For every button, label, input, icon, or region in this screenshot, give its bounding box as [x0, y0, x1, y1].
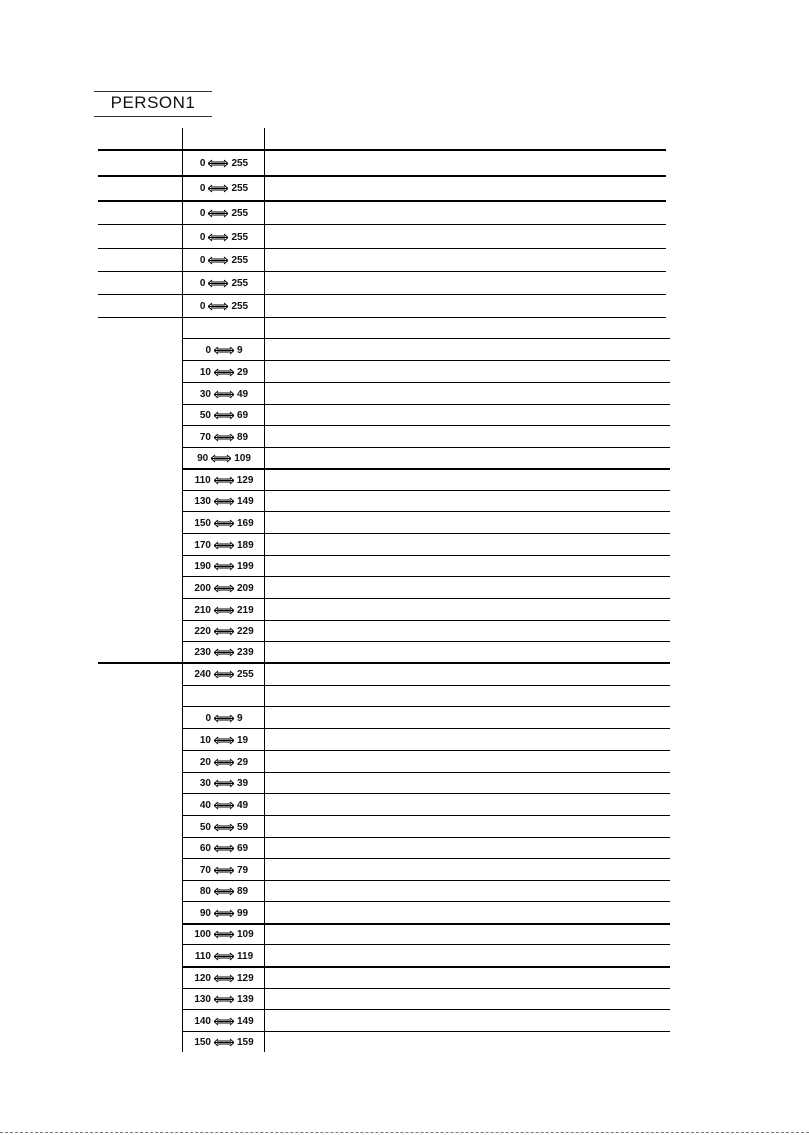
double-arrow-icon — [214, 411, 234, 420]
dmx-range-cell — [186, 666, 262, 684]
dmx-range-cell — [186, 991, 262, 1009]
range-max: 109 — [237, 929, 254, 940]
range-max: 255 — [231, 183, 249, 194]
range-min: 0 — [199, 207, 206, 219]
range-max: 29 — [237, 756, 249, 768]
row-divider — [182, 404, 670, 405]
range-min: 0 — [199, 183, 206, 194]
dmx-range-cell — [186, 904, 262, 922]
double-arrow-icon — [214, 844, 234, 853]
row-divider — [182, 641, 670, 642]
range-max: 69 — [237, 410, 249, 421]
double-arrow-icon — [214, 866, 234, 875]
range-min: 20 — [199, 756, 211, 768]
row-divider — [182, 880, 670, 881]
dmx-range-cell — [186, 558, 262, 576]
range-min: 200 — [194, 582, 211, 594]
range-min: 0 — [199, 278, 206, 289]
range-min: 60 — [199, 843, 211, 854]
range-min: 0 — [199, 231, 206, 243]
range-max: 129 — [237, 972, 254, 984]
dmx-range-cell — [186, 407, 262, 425]
double-arrow-icon — [211, 454, 231, 463]
range-min: 50 — [199, 821, 211, 833]
page-edge-divider — [0, 1132, 809, 1133]
double-arrow-icon — [214, 519, 234, 528]
dmx-range-cell — [186, 320, 262, 338]
dmx-range-cell — [186, 228, 262, 246]
double-arrow-icon — [214, 476, 234, 485]
range-min: 100 — [194, 929, 211, 940]
double-arrow-icon — [214, 606, 234, 615]
double-arrow-icon — [208, 209, 228, 218]
range-max: 69 — [237, 843, 249, 854]
range-max: 39 — [237, 778, 249, 789]
range-max: 239 — [237, 647, 254, 658]
row-divider — [182, 685, 670, 686]
row-divider — [182, 750, 670, 751]
range-min: 90 — [197, 453, 209, 464]
double-arrow-icon — [214, 433, 234, 442]
row-divider — [182, 901, 670, 902]
range-min: 70 — [199, 431, 211, 443]
dmx-range-cell — [186, 861, 262, 879]
dmx-range-cell — [186, 275, 262, 293]
double-arrow-icon — [214, 930, 234, 939]
row-divider — [182, 815, 670, 816]
range-min: 230 — [194, 647, 211, 658]
range-max: 49 — [237, 388, 249, 400]
row-divider — [98, 248, 666, 249]
double-arrow-icon — [214, 909, 234, 918]
column-divider — [182, 128, 183, 1052]
row-divider — [98, 200, 666, 202]
double-arrow-icon — [214, 584, 234, 593]
dmx-range-cell — [186, 155, 262, 173]
double-arrow-icon — [214, 648, 234, 657]
row-divider — [182, 728, 670, 729]
range-max: 139 — [237, 994, 254, 1005]
row-divider — [182, 598, 670, 599]
dmx-range-cell — [186, 731, 262, 749]
range-max: 59 — [237, 821, 249, 833]
range-min: 0 — [199, 255, 206, 266]
dmx-range-cell — [186, 840, 262, 858]
row-divider — [182, 1031, 670, 1032]
range-max: 229 — [237, 626, 254, 637]
row-divider — [182, 837, 670, 838]
row-divider — [98, 175, 666, 177]
double-arrow-icon — [214, 736, 234, 745]
range-max: 219 — [237, 604, 254, 616]
range-max: 9 — [237, 712, 243, 724]
range-max: 149 — [237, 1015, 254, 1027]
row-divider — [182, 425, 670, 426]
dmx-range-cell — [186, 688, 262, 706]
double-arrow-icon — [214, 714, 234, 723]
range-min: 220 — [194, 626, 211, 637]
range-min: 10 — [199, 734, 211, 746]
double-arrow-icon — [214, 823, 234, 832]
double-arrow-icon — [214, 887, 234, 896]
row-divider — [182, 1009, 670, 1010]
range-min: 90 — [199, 907, 211, 919]
dmx-range-cell — [186, 947, 262, 965]
row-divider — [182, 511, 670, 512]
range-max: 99 — [237, 907, 249, 919]
range-max: 255 — [237, 669, 254, 680]
dmx-range-cell — [186, 818, 262, 836]
double-arrow-icon — [214, 390, 234, 399]
double-arrow-icon — [214, 346, 234, 355]
range-max: 255 — [231, 278, 249, 289]
row-divider — [182, 858, 670, 859]
range-min: 30 — [199, 388, 211, 400]
range-max: 255 — [231, 158, 249, 169]
range-min: 0 — [205, 712, 211, 724]
row-divider — [98, 224, 666, 225]
range-max: 255 — [231, 301, 249, 312]
row-divider — [182, 468, 670, 470]
double-arrow-icon — [214, 541, 234, 550]
double-arrow-icon — [214, 1017, 234, 1026]
row-divider — [182, 360, 670, 361]
dmx-range-cell — [186, 363, 262, 381]
row-divider — [182, 772, 670, 773]
dmx-range-cell — [186, 428, 262, 446]
double-arrow-icon — [214, 627, 234, 636]
range-max: 159 — [237, 1036, 254, 1048]
double-arrow-icon — [208, 256, 228, 265]
range-max: 255 — [231, 255, 249, 266]
double-arrow-icon — [208, 184, 228, 193]
double-arrow-icon — [214, 801, 234, 810]
dmx-range-cell — [186, 644, 262, 662]
dmx-range-cell — [186, 753, 262, 771]
range-max: 119 — [237, 950, 254, 962]
range-max: 199 — [237, 561, 254, 572]
dmx-range-cell — [186, 1012, 262, 1030]
dmx-range-cell — [186, 341, 262, 359]
row-divider — [98, 271, 666, 272]
row-divider — [98, 294, 666, 295]
row-divider — [182, 944, 670, 945]
range-min: 190 — [194, 561, 211, 572]
range-min: 210 — [194, 604, 211, 616]
dmx-range-cell — [186, 385, 262, 403]
double-arrow-icon — [214, 779, 234, 788]
range-min: 30 — [199, 778, 211, 789]
double-arrow-icon — [214, 562, 234, 571]
dmx-range-cell — [186, 1033, 262, 1051]
double-arrow-icon — [214, 670, 234, 679]
range-max: 209 — [237, 582, 254, 594]
double-arrow-icon — [214, 497, 234, 506]
dmx-range-cell — [186, 204, 262, 222]
range-max: 49 — [237, 799, 249, 811]
range-min: 110 — [194, 950, 211, 962]
double-arrow-icon — [208, 233, 228, 242]
range-min: 80 — [199, 886, 211, 897]
range-min: 0 — [199, 301, 206, 312]
dmx-range-cell — [186, 536, 262, 554]
page-title: PERSON1 — [94, 91, 212, 117]
row-divider — [98, 662, 670, 664]
row-divider — [182, 382, 670, 383]
range-min: 150 — [194, 517, 211, 529]
range-min: 70 — [199, 864, 211, 876]
range-min: 110 — [194, 474, 211, 486]
dmx-range-cell — [186, 252, 262, 270]
range-min: 150 — [194, 1036, 211, 1048]
double-arrow-icon — [214, 368, 234, 377]
double-arrow-icon — [208, 159, 228, 168]
double-arrow-icon — [214, 995, 234, 1004]
dmx-range-cell — [186, 298, 262, 316]
row-divider — [182, 533, 670, 534]
range-min: 0 — [205, 344, 211, 356]
range-max: 189 — [237, 539, 254, 551]
row-divider — [182, 620, 670, 621]
row-divider — [182, 706, 670, 707]
row-divider — [182, 793, 670, 794]
range-max: 19 — [237, 734, 249, 746]
range-min: 140 — [194, 1015, 211, 1027]
double-arrow-icon — [208, 279, 228, 288]
dmx-range-cell — [186, 450, 262, 468]
row-divider — [182, 966, 670, 968]
dmx-range-cell — [186, 601, 262, 619]
double-arrow-icon — [214, 1038, 234, 1047]
range-max: 9 — [237, 344, 243, 356]
dmx-range-cell — [186, 926, 262, 944]
double-arrow-icon — [208, 302, 228, 311]
dmx-range-cell — [186, 514, 262, 532]
range-max: 109 — [234, 453, 251, 464]
row-divider — [182, 988, 670, 989]
double-arrow-icon — [214, 974, 234, 983]
range-min: 240 — [194, 669, 211, 680]
range-min: 10 — [199, 366, 211, 378]
range-max: 89 — [237, 431, 249, 443]
range-min: 120 — [194, 972, 211, 984]
range-max: 29 — [237, 366, 249, 378]
row-divider — [182, 447, 670, 448]
range-min: 0 — [199, 158, 206, 169]
dmx-range-cell — [186, 180, 262, 198]
range-max: 169 — [237, 517, 254, 529]
range-max: 129 — [236, 474, 254, 486]
range-max: 89 — [237, 886, 249, 897]
header-divider — [98, 149, 666, 151]
range-max: 149 — [237, 496, 254, 507]
range-min: 130 — [194, 994, 211, 1005]
row-divider — [182, 338, 670, 339]
dmx-range-cell — [186, 796, 262, 814]
range-min: 40 — [199, 799, 211, 811]
range-max: 255 — [231, 207, 249, 219]
dmx-range-cell — [186, 579, 262, 597]
dmx-range-cell — [186, 623, 262, 641]
range-max: 255 — [231, 231, 249, 243]
dmx-range-cell — [186, 969, 262, 987]
double-arrow-icon — [214, 952, 234, 961]
range-min: 170 — [194, 539, 211, 551]
range-min: 50 — [199, 410, 211, 421]
range-max: 79 — [237, 864, 249, 876]
dmx-range-cell — [186, 471, 262, 489]
row-divider — [182, 555, 670, 556]
dmx-range-cell — [186, 883, 262, 901]
range-min: 130 — [194, 496, 211, 507]
row-divider — [98, 317, 666, 318]
double-arrow-icon — [214, 758, 234, 767]
dmx-range-cell — [186, 493, 262, 511]
dmx-range-cell — [186, 709, 262, 727]
row-divider — [182, 576, 670, 577]
dmx-range-cell — [186, 775, 262, 793]
row-divider — [182, 490, 670, 491]
column-divider — [264, 128, 265, 1052]
